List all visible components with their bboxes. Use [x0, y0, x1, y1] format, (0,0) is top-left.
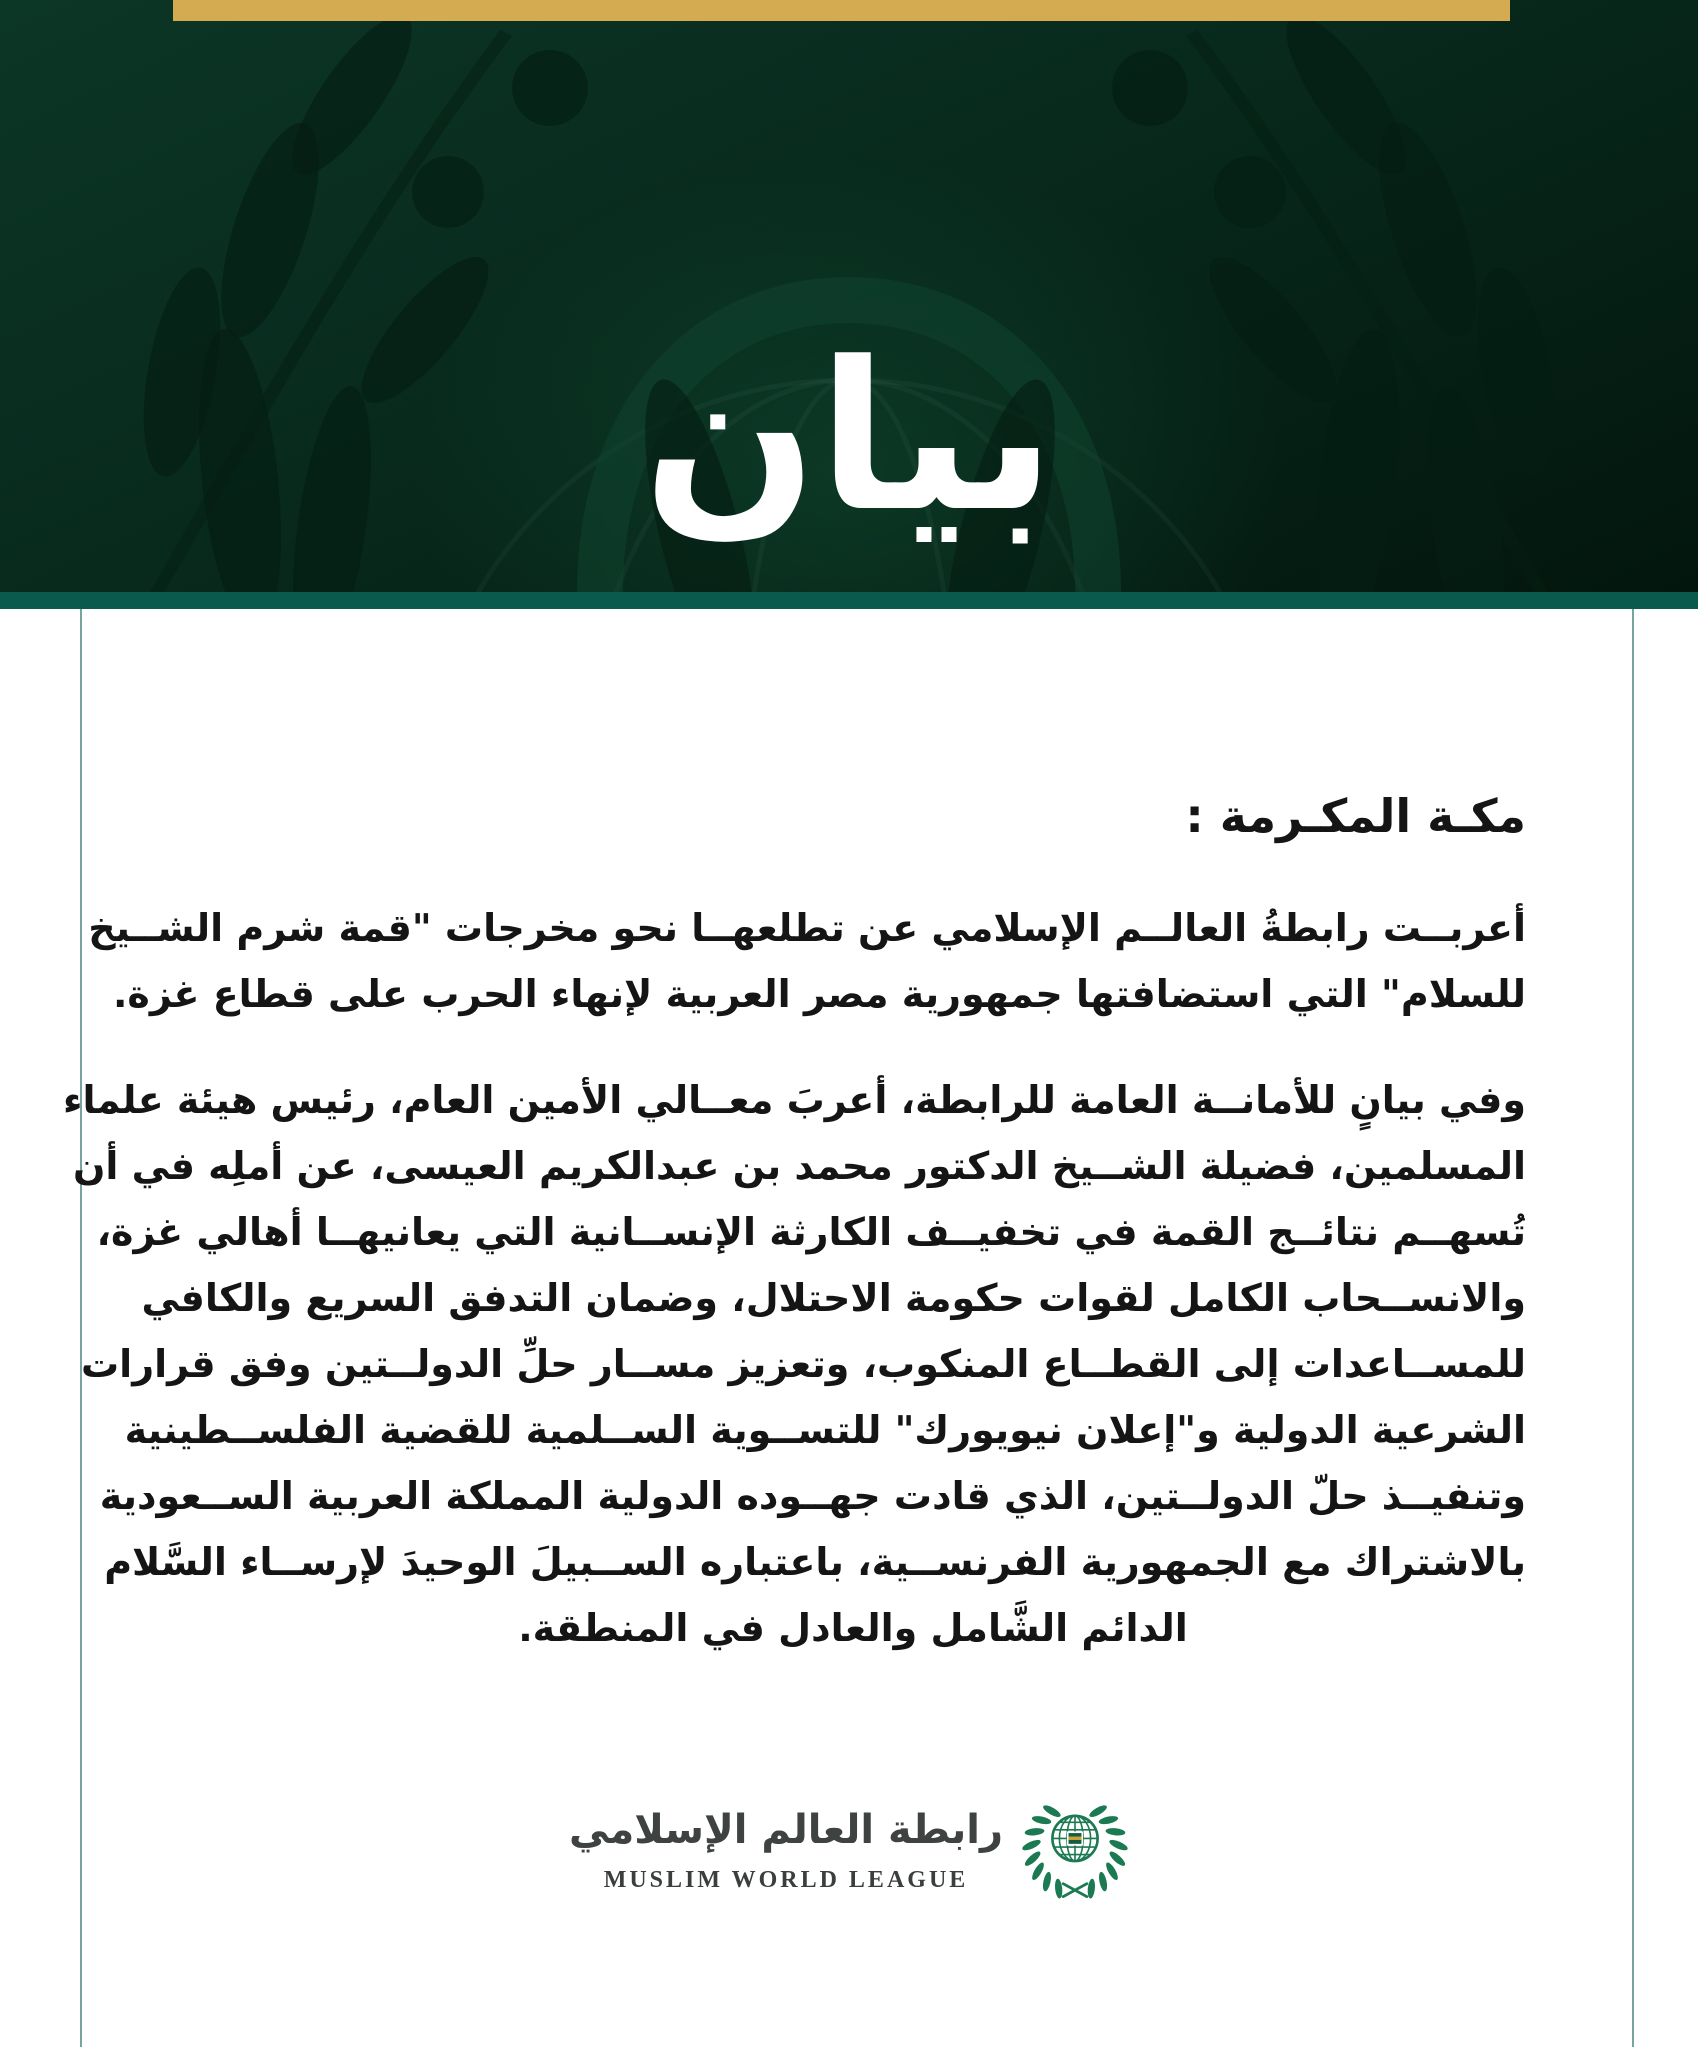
- gold-accent-bar: [173, 0, 1510, 21]
- wreath-stems-icon: [1063, 1884, 1087, 1897]
- city-heading: مكـة المكـرمة :: [1185, 789, 1526, 843]
- statement-line: للسلام" التي استضافتها جمهورية مصر العربية لإنهاء الحرب على قطاع غزة.: [113, 972, 1526, 1016]
- statement-line: المسلمين، فضيلة الشــيخ الدكتور محمد بن عبدالكريم العيسى، عن أملِه في أن: [72, 1144, 1526, 1188]
- statement-line: أعربــت رابطةُ العالــم الإسلامي عن تطلعهــا نحو مخرجات "قمة شرم الشــيخ: [88, 906, 1526, 950]
- statement-header: [0, 0, 1698, 592]
- statement-line: للمســاعدات إلى القطــاع المنكوب، وتعزيز مســار حلِّ الدولــتين وفق قرارات: [80, 1342, 1526, 1386]
- statement-line: وفي بيانٍ للأمانــة العامة للرابطة، أعربَ معــالي الأمين العام، رئيس هيئة علماء: [63, 1078, 1526, 1122]
- mwl-logo: [0, 1790, 1698, 1902]
- mwl-emblem-icon: [1021, 1790, 1129, 1902]
- statement-paragraph-1: [88, 895, 1526, 1027]
- statement-line: الدائم الشَّامل والعادل في المنطقة.: [518, 1606, 1188, 1650]
- statement-line: الشرعية الدولية و"إعلان نيويورك" للتســوية الســلمية للقضية الفلســطينية: [124, 1408, 1526, 1452]
- statement-paragraph-2: [63, 1067, 1526, 1661]
- statement-line: تُسهــم نتائــج القمة في تخفيــف الكارثة الإنســانية التي يعانيهــا أهالي غزة،: [96, 1210, 1526, 1254]
- statement-body: [63, 609, 1526, 1661]
- statement-line: بالاشتراك مع الجمهورية الفرنســية، باعتباره الســبيلَ الوحيدَ لإرســاء السَّلام: [104, 1540, 1526, 1584]
- statement-title-calligraphy: بيان: [642, 319, 1056, 557]
- mwl-wordmark-arabic: رابطة العالم الإسلامي: [569, 1806, 1003, 1853]
- statement-line: والانســحاب الكامل لقوات حكومة الاحتلال، وضمان التدفق السريع والكافي: [141, 1276, 1526, 1320]
- teal-divider-band: [0, 592, 1698, 609]
- kaaba-icon: [1067, 1831, 1083, 1845]
- mwl-wordmark: [569, 1799, 1003, 1894]
- mwl-wordmark-english: MUSLIM WORLD LEAGUE: [603, 1866, 969, 1893]
- statement-line: وتنفيــذ حلّ الدولــتين، الذي قادت جهــوده الدولية المملكة العربية الســعودية: [99, 1474, 1526, 1518]
